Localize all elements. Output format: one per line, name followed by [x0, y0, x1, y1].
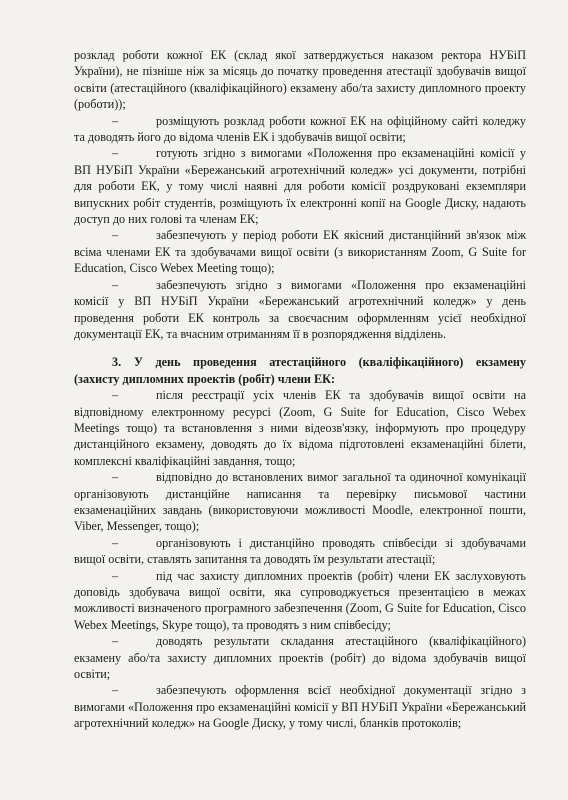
- paragraph-remote-connection: – забезпечують у період роботи ЕК якісний дистанційний зв'язок між всіма членами ЕК та здобувачами вищої освіти (з використанням Zoom, G Suite for Education, Cisco Webex Meeting тощо);: [74, 227, 526, 276]
- paragraph-publish-schedule: – розміщують розклад роботи кожної ЕК на офіційному сайті коледжу та доводять його до відома членів ЕК і здобувачів вищої освіти;: [74, 113, 526, 146]
- paragraph-registration: – після реєстрації усіх членів ЕК та здобувачів вищої освіти на відповідному електронному ресурсі (Zoom, G Suite for Education, Cisco Webex Meetings тощо) та встановлення з ними відеозв'язку, інформують про процедуру дистанційного екзамену, доводять до їх відома підготовлені екзаменаційні білети, комплексні кваліфікаційні завдання, тощо;: [74, 387, 526, 469]
- paragraph-results: – доводять результати складання атестаційного (кваліфікаційного) екзамену або/та захисту дипломних проектів (робіт) до відома здобувачів вищої освіти;: [74, 633, 526, 682]
- section-number: 3.: [112, 355, 122, 370]
- paragraph-defense: – під час захисту дипломних проектів (робіт) члени ЕК заслуховують доповідь здобувача вищої освіти, яка супроводжується презентацією в межах можливості визначеного програмного забезпечення (Zoom, G Suite for Education, Cisco Webex Meetings, Skype тощо), та проводять з ним співбесіду;: [74, 568, 526, 634]
- paragraph-schedule: розклад роботи кожної ЕК (склад якої затверджується наказом ректора НУБіП України), не пізніше ніж за місяць до початку проведення атестації здобувачів вищої освіти (атестаційного (кваліфікаційного) екзамену або/та захисту дипломного проекту (роботи));: [74, 48, 526, 112]
- paragraph-prepare-documents: – готують згідно з вимогами «Положення про екзаменаційні комісії у ВП НУБіП України «Бережанський агротехнічний коледж» усі документи, потрібні для роботи ЕК, у тому числі наявні для роботи комісії роздруковані екземпляри випускних робіт студентів, розміщують їх електронні копії на Google Диску, надають доступ до них голові та членам ЕК;: [74, 145, 526, 227]
- section-title: У день проведення атестаційного (кваліфікаційного) екзамену (захисту дипломних проектів (робіт) члени ЕК:: [74, 355, 526, 386]
- paragraph-documentation-control: – забезпечують згідно з вимогами «Положення про екзаменаційні комісії у ВП НУБіП України «Бережанський агротехнічний коледж» у день проведення роботи ЕК контроль за своєчасним оформленням усієї необхідної документації ЕК, та вчасним отриманням її в розпорядження відділень.: [74, 277, 526, 343]
- paragraph-written-part: – відповідно до встановлених вимог загальної та одиночної комунікації організовують дистанційне написання та перевірку письмової частини екзаменаційних завдань (використовуючи можливості Moodle, електронної пошти, Viber, Messenger, тощо);: [74, 469, 526, 535]
- section-heading: [74, 354, 526, 387]
- paragraph-final-documentation: – забезпечують оформлення всієї необхідної документації згідно з вимогами «Положення про екзаменаційні комісії у ВП НУБіП України «Бережанський агротехнічний коледж» на Google Диску, у тому числі, бланків протоколів;: [74, 682, 526, 731]
- paragraph-interviews: – організовують і дистанційно проводять співбесіди зі здобувачами вищої освіти, ставлять запитання та доводять їм результати атестації;: [74, 535, 526, 568]
